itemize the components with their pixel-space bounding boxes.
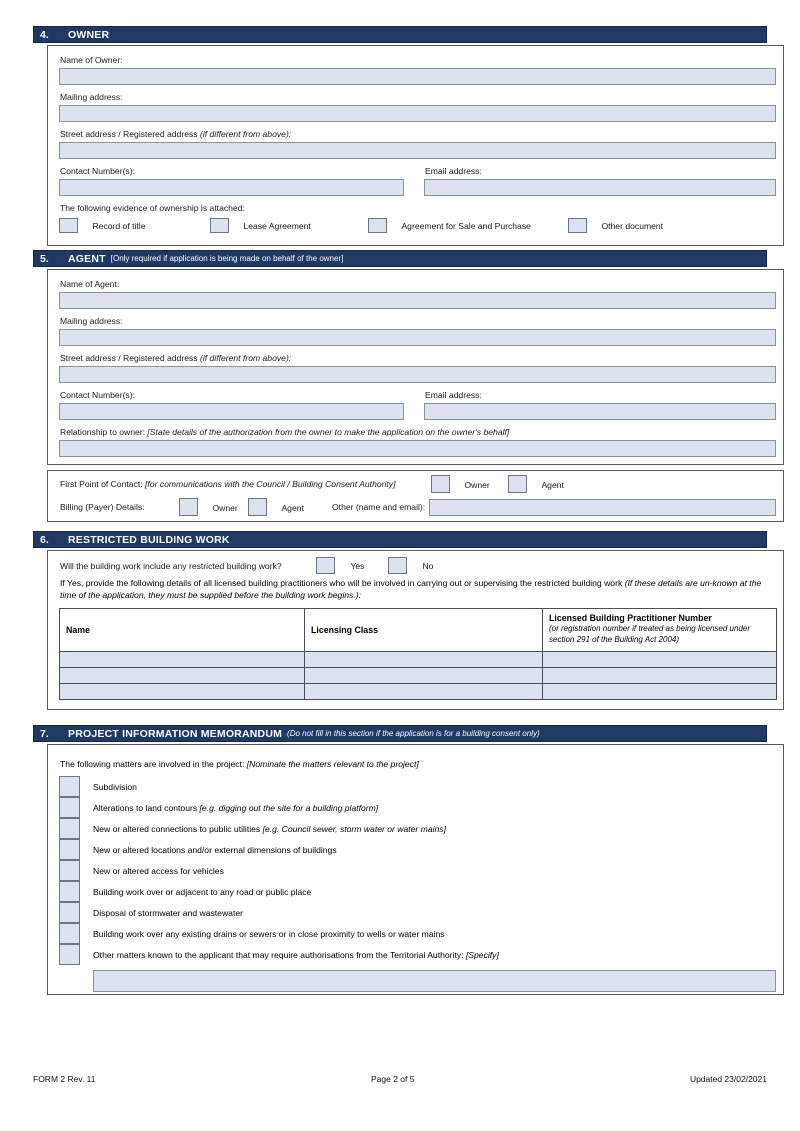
agent-panel: [47, 269, 784, 465]
owner-street-label-italic: (if different from above):: [199, 129, 292, 139]
agent-name-label: Name of Agent:: [60, 279, 120, 289]
cell-name-2[interactable]: [60, 668, 305, 684]
agent-email-label: Email address:: [425, 390, 482, 400]
table-header-lbp-number: [543, 609, 777, 652]
first-contact-option-agent[interactable]: [508, 475, 564, 498]
table-header-row: [60, 609, 777, 652]
pim-other-input-row: [59, 965, 776, 992]
pim-option-label-3: [93, 845, 337, 855]
checkbox-first-contact-owner[interactable]: [431, 475, 450, 493]
pim-label-plain-1: Alterations to land contours: [93, 802, 200, 813]
checkbox-pim-stormwater-disposal[interactable]: [59, 902, 80, 923]
section-number-owner: 4.: [40, 28, 49, 41]
checkbox-pim-land-contours[interactable]: [59, 797, 80, 818]
pim-option-label-0: [93, 782, 137, 792]
billing-other-input[interactable]: [429, 499, 776, 516]
owner-email-label: Email address:: [425, 166, 482, 176]
owner-street-label-text: Street address / Registered address: [60, 129, 200, 139]
checkbox-restricted-yes[interactable]: [316, 557, 335, 574]
first-point-of-contact-text: First Point of Contact:: [60, 479, 146, 489]
owner-mailing-input[interactable]: [59, 105, 776, 122]
section-title-agent: AGENT: [68, 252, 106, 265]
practitioner-table-wrap: [59, 608, 776, 700]
pim-intro-plain: The following matters are involved in the project:: [60, 759, 247, 769]
checkbox-pim-building-dimensions[interactable]: [59, 839, 80, 860]
section-header-agent: [33, 250, 767, 267]
pim-option-subdivision[interactable]: [59, 776, 776, 797]
pim-label-plain-7: Building work over any existing drains or sewers or in close proximity to wells or water mains: [93, 928, 445, 939]
restricted-question-label: Will the building work include any restricted building work?: [60, 561, 282, 571]
pim-option-other-matters[interactable]: [59, 944, 776, 965]
pim-intro-italic: [Nominate the matters relevant to the project]: [246, 759, 419, 769]
section-note-agent: [Only required if application is being made on behalf of the owner]: [110, 254, 344, 263]
agent-relationship-label-italic: [State details of the authorization from the owner to make the application on the owner's behalf]: [147, 427, 510, 437]
pim-label-italic-2: [e.g. Council sewer, storm water or water mains]: [262, 823, 446, 834]
agent-relationship-input[interactable]: [59, 440, 776, 457]
checkbox-pim-other-matters[interactable]: [59, 944, 80, 965]
first-point-of-contact-italic: [for communications with the Council / Building Consent Authority]: [145, 479, 396, 489]
cell-class-2[interactable]: [305, 668, 543, 684]
footer-page-number: Page 2 of 5: [370, 1074, 415, 1084]
section-note-pim: (Do not fill in this section if the application is for a building consent only): [287, 729, 540, 738]
section-header-owner: [33, 26, 767, 43]
pim-option-vehicle-access[interactable]: [59, 860, 776, 881]
owner-evidence-label-0: Record of title: [92, 221, 146, 231]
table-row[interactable]: [60, 684, 777, 700]
checkbox-pim-subdivision[interactable]: [59, 776, 80, 797]
table-header-licensing-class: [305, 609, 543, 652]
footer-form-label: FORM 2 Rev. 11: [33, 1074, 96, 1084]
owner-name-label: Name of Owner:: [60, 55, 123, 65]
pim-label-plain-8: Other matters known to the applicant that may require authorisations from the Territorial Authority:: [93, 949, 466, 960]
checkbox-restricted-no[interactable]: [388, 557, 407, 574]
restricted-panel: [47, 550, 784, 710]
section-title-restricted: RESTRICTED BUILDING WORK: [68, 533, 230, 546]
page-footer: [33, 1074, 767, 1084]
agent-mailing-label: Mailing address:: [60, 316, 123, 326]
pim-option-drains-sewers[interactable]: [59, 923, 776, 944]
pim-option-land-contours[interactable]: [59, 797, 776, 818]
table-header-name-text: Name: [66, 624, 90, 635]
section-header-restricted-building-work: [33, 531, 767, 548]
practitioner-table: [59, 608, 777, 700]
billing-owner-label: Owner: [212, 503, 238, 513]
pim-intro-label: [60, 759, 419, 769]
owner-contact-label: Contact Number(s):: [60, 166, 135, 176]
pim-option-label-6: [93, 908, 243, 918]
first-contact-owner-label: Owner: [464, 480, 490, 490]
billing-other-label: Other (name and email):: [332, 502, 426, 512]
table-row[interactable]: [60, 668, 777, 684]
billing-option-agent[interactable]: [248, 498, 304, 521]
pim-label-plain-2: New or altered connections to public utilities: [93, 823, 263, 834]
first-point-of-contact-label: [60, 479, 395, 490]
owner-evidence-option-lease-agreement[interactable]: [210, 218, 311, 238]
agent-relationship-label-text: Relationship to owner:: [60, 427, 148, 437]
owner-evidence-option-record-of-title[interactable]: [59, 218, 145, 238]
owner-evidence-option-other-document[interactable]: [568, 218, 663, 238]
table-header-lbp-number-text: Licensed Building Practitioner Number: [549, 613, 712, 623]
owner-street-input[interactable]: [59, 142, 776, 159]
pim-option-road-public-place[interactable]: [59, 881, 776, 902]
checkbox-pim-road-public-place[interactable]: [59, 881, 80, 902]
pim-option-label-7: [93, 929, 445, 939]
footer-updated-date: Updated 23/02/2021: [689, 1074, 767, 1084]
section-number-restricted: 6.: [40, 533, 49, 546]
owner-street-label: [60, 129, 291, 140]
section-number-pim: 7.: [40, 727, 49, 740]
cell-lbp-2[interactable]: [543, 668, 777, 684]
agent-street-label: [60, 353, 291, 364]
checkbox-pim-vehicle-access[interactable]: [59, 860, 80, 881]
contact-billing-panel: [47, 470, 784, 522]
agent-name-input[interactable]: [59, 292, 776, 309]
pim-option-label-1: [93, 803, 378, 813]
restricted-instruction-italic: (If these details are un-known at the time of the application, they must be supplied before the building work begins.):: [60, 578, 762, 600]
cell-name-1[interactable]: [60, 652, 305, 668]
restricted-instruction: [60, 578, 772, 601]
table-row[interactable]: [60, 652, 777, 668]
cell-name-3[interactable]: [60, 684, 305, 700]
cell-lbp-1[interactable]: [543, 652, 777, 668]
section-title-owner: OWNER: [68, 28, 110, 41]
checkbox-agreement-sale-purchase[interactable]: [368, 218, 387, 233]
restricted-no-label: No: [422, 561, 434, 571]
owner-evidence-label-2: Agreement for Sale and Purchase: [401, 221, 531, 231]
pim-label-italic-1: [e.g. digging out the site for a building platform]: [199, 802, 379, 813]
pim-label-plain-5: Building work over or adjacent to any road or public place: [93, 886, 312, 897]
restricted-instruction-plain: If Yes, provide the following details of all licensed building practitioners who will be involved in carrying out or supervising the restricted building work: [60, 578, 625, 588]
agent-mailing-input[interactable]: [59, 329, 776, 346]
pim-option-building-dimensions[interactable]: [59, 839, 776, 860]
pim-option-label-4: [93, 866, 224, 876]
agent-street-label-italic: (if different from above):: [199, 353, 292, 363]
owner-evidence-label-3: Other document: [601, 221, 664, 231]
table-header-name: [60, 609, 305, 652]
restricted-option-yes[interactable]: [316, 557, 364, 579]
first-contact-option-owner[interactable]: [431, 475, 490, 498]
cell-class-3[interactable]: [305, 684, 543, 700]
first-contact-agent-label: Agent: [541, 480, 564, 490]
pim-option-label-5: [93, 887, 311, 897]
restricted-option-no[interactable]: [388, 557, 433, 579]
table-header-lbp-number-sub: (or registration number if treated as being licensed under section 291 of the Building Act 2004): [549, 624, 750, 644]
checkbox-other-document[interactable]: [568, 218, 587, 233]
cell-lbp-3[interactable]: [543, 684, 777, 700]
pim-label-plain-4: New or altered access for vehicles: [93, 865, 224, 876]
pim-option-stormwater-disposal[interactable]: [59, 902, 776, 923]
section-number-agent: 5.: [40, 252, 49, 265]
owner-evidence-label-1: Lease Agreement: [243, 221, 311, 231]
owner-evidence-option-sale-and-purchase[interactable]: [368, 218, 531, 238]
pim-option-label-2: [93, 824, 446, 834]
section-header-pim: [33, 725, 767, 742]
owner-panel: [47, 45, 784, 246]
owner-evidence-label: The following evidence of ownership is attached:: [60, 203, 245, 213]
pim-other-input[interactable]: [93, 970, 776, 992]
table-header-licensing-class-text: Licensing Class: [311, 624, 378, 635]
cell-class-1[interactable]: [305, 652, 543, 668]
checkbox-pim-public-utilities[interactable]: [59, 818, 80, 839]
agent-contact-label: Contact Number(s):: [60, 390, 135, 400]
agent-street-input[interactable]: [59, 366, 776, 383]
billing-details-label: Billing (Payer) Details:: [60, 502, 145, 512]
agent-relationship-label: [60, 427, 509, 438]
pim-label-plain-3: New or altered locations and/or external dimensions of buildings: [93, 844, 337, 855]
checkbox-billing-agent[interactable]: [248, 498, 267, 516]
checkbox-pim-drains-sewers[interactable]: [59, 923, 80, 944]
owner-contact-input[interactable]: [59, 179, 404, 196]
pim-label-plain-6: Disposal of stormwater and wastewater: [93, 907, 243, 918]
billing-agent-label: Agent: [281, 503, 304, 513]
agent-email-input[interactable]: [424, 403, 776, 420]
checkbox-first-contact-agent[interactable]: [508, 475, 527, 493]
pim-option-public-utilities[interactable]: [59, 818, 776, 839]
checkbox-record-of-title[interactable]: [59, 218, 78, 233]
owner-mailing-label: Mailing address:: [60, 92, 123, 102]
checkbox-lease-agreement[interactable]: [210, 218, 229, 233]
agent-street-label-text: Street address / Registered address: [60, 353, 200, 363]
billing-option-owner[interactable]: [179, 498, 238, 521]
checkbox-billing-owner[interactable]: [179, 498, 198, 516]
restricted-yes-label: Yes: [350, 561, 365, 571]
agent-contact-input[interactable]: [59, 403, 404, 420]
pim-panel: [47, 744, 784, 995]
pim-options-list: [59, 776, 776, 992]
pim-label-plain-0: Subdivision: [93, 781, 137, 792]
pim-option-label-8: [93, 950, 499, 960]
pim-label-italic-8: [Specify]: [465, 949, 499, 960]
section-title-pim: PROJECT INFORMATION MEMORANDUM: [68, 727, 283, 740]
owner-name-input[interactable]: [59, 68, 776, 85]
owner-email-input[interactable]: [424, 179, 776, 196]
